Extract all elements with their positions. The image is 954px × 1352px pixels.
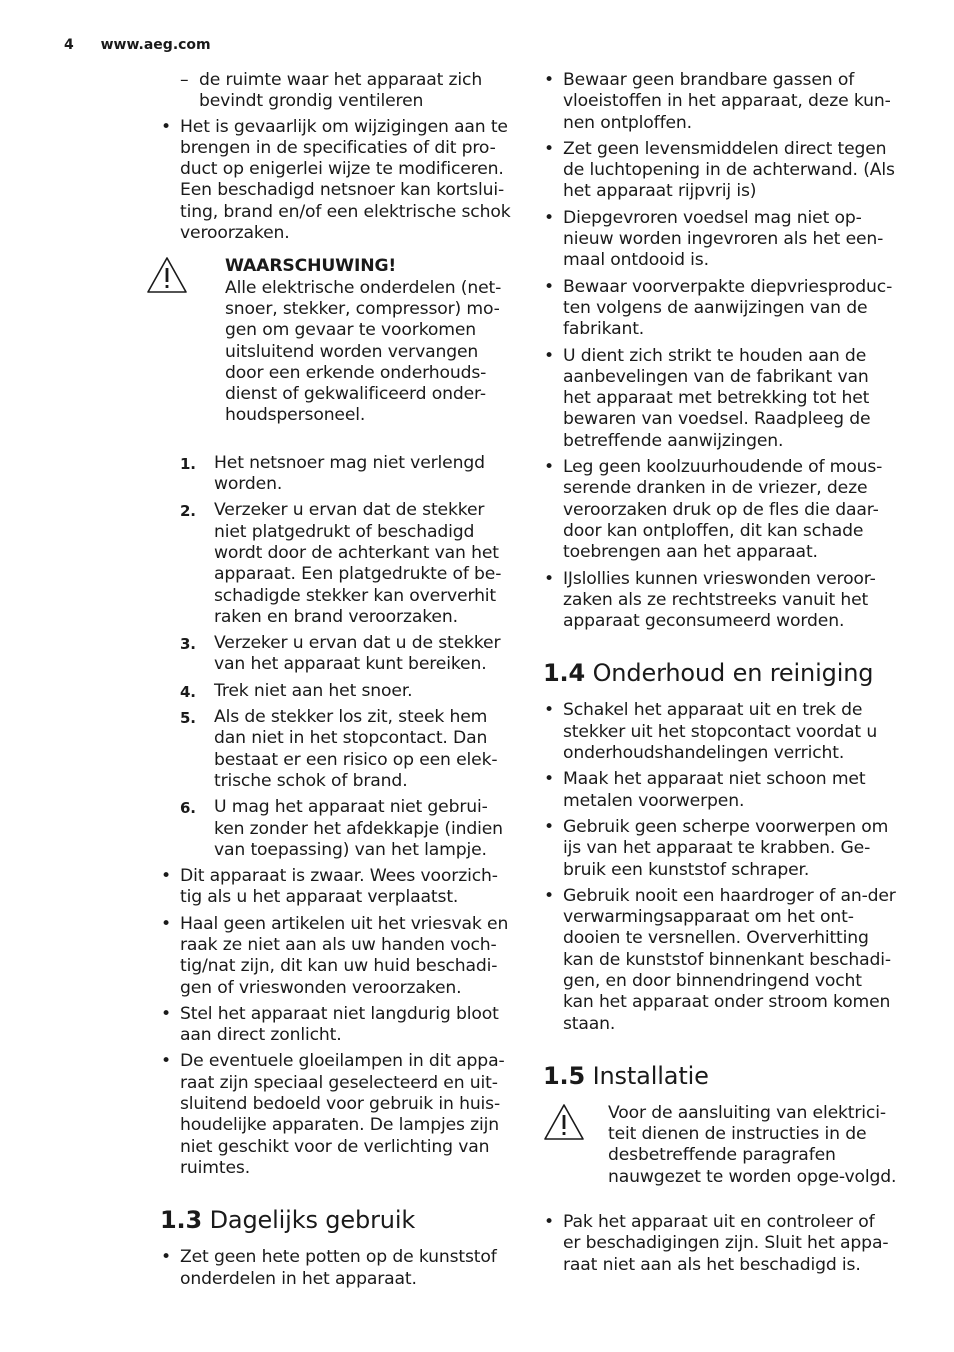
list-item: • Zet geen hete potten op de kunststof onderdelen in het apparaat. xyxy=(160,1247,512,1290)
section-heading-1-3: 1.3 Dagelijks gebruik xyxy=(160,1206,416,1235)
numbered-item: 3. Verzeker u ervan dat u de stekker van het apparaat kunt bereiken. xyxy=(180,633,501,675)
numbered-item: 6. U mag het apparaat niet gebrui-ken zonder het afdekkapje (indien van toepassing) van het lampje. xyxy=(180,797,503,860)
list-item: • IJslollies kunnen vrieswonden veroor-zaken als ze rechtstreeks vanuit het apparaat geconsumeerd worden. xyxy=(543,569,897,633)
bullet-list-1-5 xyxy=(543,1212,897,1276)
numbered-item: 5. Als de stekker los zit, steek hem dan niet in het stopcontact. Dan bestaat er een risico op een elek-trische schok of brand. xyxy=(180,707,498,791)
warning-block xyxy=(160,256,512,426)
warning-text: Alle elektrische onderdelen (net-snoer, stekker, compressor) mo-gen om gevaar te voorkomen uitsluitend worden vervangen door een erkende onderhouds-dienst of gekwalificeerd onder-houdspersoneel. xyxy=(225,277,502,426)
list-item: • De eventuele gloeilampen in dit appa-raat zijn speciaal geselecteerd en uit-sluitend bedoeld voor gebruik in huis-houdelijke apparaten. De lampjes zijn niet geschikt voor de verlichting van ruimtes. xyxy=(160,1051,512,1179)
bullet-list-mid xyxy=(160,866,512,1179)
list-item: • Diepgevroren voedsel mag niet op-nieuw worden ingevroren als het een-maal ontdooid is. xyxy=(543,208,897,272)
section-heading-1-4: 1.4 Onderhoud en reiniging xyxy=(543,659,874,688)
page-number: 4 xyxy=(64,37,74,53)
page-header xyxy=(64,37,211,53)
bullet-list-1-4 xyxy=(543,700,897,1034)
bullet-list-1-3-cont xyxy=(543,70,897,632)
warning-title: WAARSCHUWING! xyxy=(225,256,397,277)
dash-item: – de ruimte waar het apparaat zich bevindt grondig ventileren xyxy=(160,70,512,113)
list-item: • Schakel het apparaat uit en trek de stekker uit het stopcontact voordat u onderhoudshandelingen verricht. xyxy=(543,700,897,764)
caution-block xyxy=(543,1103,897,1188)
list-item: • Het is gevaarlijk om wijzigingen aan te brengen in de specificaties of dit pro-duct op enigerlei wijze te modificeren. Een beschadigd netsnoer kan kortslui-ting, brand en/of een elektrische schok veroorzaken. xyxy=(160,117,512,245)
list-item: • Gebruik geen scherpe voorwerpen om ijs van het apparaat te krabben. Ge-bruik een kunststof schraper. xyxy=(543,817,897,881)
numbered-item: 4. Trek niet aan het snoer. xyxy=(180,680,413,701)
list-item: • U dient zich strikt te houden aan de aanbevelingen van de fabrikant van het apparaat met betrekking tot het bewaren van voedsel. Raadpleeg de betreffende aanwijzingen. xyxy=(543,346,897,452)
dash-item-text: de ruimte waar het apparaat zich bevindt grondig ventileren xyxy=(199,70,483,112)
list-item: • Gebruik nooit een haardroger of an-der verwarmingsapparaat om het ont-dooien te versnellen. Oververhitting kan de kunststof binnenkant beschadi-gen, en door binnendringend vocht kan het apparaat onder stroom komen staan. xyxy=(543,886,897,1035)
site-url: www.aeg.com xyxy=(100,37,211,53)
list-item: • Dit apparaat is zwaar. Wees voorzich-tig als u het apparaat verplaatst. xyxy=(160,866,512,909)
list-item: • Leg geen koolzuurhoudende of mous-serende dranken in de vriezer, deze veroorzaken druk op de fles die daar-door kan ontploffen, dit kan schade toebrengen aan het apparaat. xyxy=(543,457,897,563)
right-column xyxy=(543,70,897,1281)
bullet-list-top xyxy=(160,117,512,245)
list-item: • Pak het apparaat uit en controleer of er beschadigingen zijn. Sluit het appa-raat niet aan als het beschadigd is. xyxy=(543,1212,897,1276)
numbered-item: 2. Verzeker u ervan dat de stekker niet platgedrukt of beschadigd wordt door de achterkant van het apparaat. Een platgedrukte of be-schadigde stekker kan oververhit raken en brand veroorzaken. xyxy=(180,500,502,627)
list-item: • Maak het apparaat niet schoon met metalen voorwerpen. xyxy=(543,769,897,812)
section-heading-1-5: 1.5 Installatie xyxy=(543,1061,709,1090)
numbered-item: 1. Het netsnoer mag niet verlengd worden. xyxy=(180,452,485,495)
left-column xyxy=(160,70,512,1295)
warning-triangle-icon xyxy=(146,256,188,294)
list-item: • Bewaar voorverpakte diepvriesproduc-ten volgens de aanwijzingen van de fabrikant. xyxy=(543,277,897,341)
caution-text: Voor de aansluiting van elektrici-teit dienen de instructies in de desbetreffende paragrafen nauwgezet te worden opge-volgd. xyxy=(608,1102,897,1187)
list-item: • Stel het apparaat niet langdurig bloot aan direct zonlicht. xyxy=(160,1004,512,1047)
list-item: • Haal geen artikelen uit het vriesvak en raak ze niet aan als uw handen voch-tig/nat zijn, dit kan uw huid beschadi-gen of vrieswonden veroorzaken. xyxy=(160,914,512,999)
numbered-list xyxy=(160,453,512,861)
list-item: • Zet geen levensmiddelen direct tegen de luchtopening in de achterwand. (Als het apparaat rijpvrij is) xyxy=(543,139,897,203)
bullet-list-1-3 xyxy=(160,1247,512,1290)
list-item: • Bewaar geen brandbare gassen of vloeistoffen in het apparaat, deze kun-nen ontploffen. xyxy=(543,70,897,134)
caution-triangle-icon xyxy=(543,1103,585,1141)
